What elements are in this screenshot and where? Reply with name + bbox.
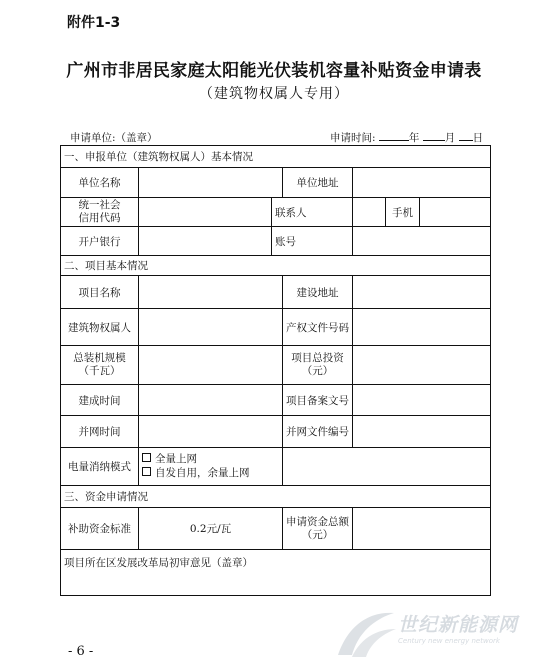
capacity-label: 总装机规模 （千瓦） (61, 346, 139, 385)
build-address-label: 建设地址 (283, 276, 353, 308)
subsidy-std-label: 补助资金标准 (61, 508, 139, 550)
option-full-grid[interactable] (142, 452, 279, 466)
build-time-field[interactable] (139, 385, 283, 416)
investment-label: 项目总投资 （元） (283, 346, 353, 385)
grid-doc-field[interactable] (353, 416, 491, 447)
option-full-grid-label: 全量上网 (155, 453, 197, 466)
row-building-owner (61, 308, 491, 346)
section-row-3 (61, 486, 491, 508)
row-credit-code (61, 198, 491, 227)
row-build-time (61, 385, 491, 416)
consumption-mode-label: 电量消纳模式 (61, 447, 139, 486)
contact-label: 联系人 (272, 198, 353, 227)
checkbox-icon[interactable] (142, 467, 151, 476)
unit-name-field[interactable] (139, 167, 283, 197)
page-number: - 6 - (68, 644, 94, 659)
watermark-text: 世纪新能源网 (398, 614, 519, 636)
year-label: 年 (408, 132, 420, 144)
row-unit-name (61, 167, 491, 197)
row-subsidy (61, 508, 491, 550)
credit-code-label: 统一社会 信用代码 (61, 198, 139, 227)
property-doc-label: 产权文件号码 (283, 308, 353, 346)
row-capacity (61, 346, 491, 385)
unit-address-label: 单位地址 (283, 167, 353, 197)
review-opinion-label: 项目所在区发展改革局初审意见（盖章） (64, 556, 253, 569)
attachment-label: 附件1-3 (67, 15, 121, 31)
section-1-header: 一、申报单位（建筑物权属人）基本情况 (61, 146, 491, 168)
credit-code-field[interactable] (139, 198, 272, 227)
year-blank[interactable] (379, 130, 409, 141)
section-3-header: 三、资金申请情况 (61, 486, 491, 508)
subsidy-std-value: 0.2元/瓦 (139, 508, 283, 550)
application-form-table (60, 145, 491, 596)
building-owner-field[interactable] (139, 308, 283, 346)
section-row-1 (61, 146, 491, 168)
account-field[interactable] (353, 227, 491, 255)
review-opinion-cell[interactable] (61, 549, 491, 595)
application-date (330, 130, 483, 145)
watermark-swirl-icon (330, 605, 400, 660)
bank-label: 开户银行 (61, 227, 139, 255)
checkbox-icon[interactable] (142, 453, 151, 462)
capacity-field[interactable] (139, 346, 283, 385)
option-self-use-label: 自发自用，余量上网 (155, 467, 250, 480)
section-row-2 (61, 255, 491, 276)
grid-time-label: 并网时间 (61, 416, 139, 447)
row-project-name (61, 276, 491, 308)
building-owner-label: 建筑物权属人 (61, 308, 139, 346)
total-amount-label: 申请资金总额 （元） (283, 508, 353, 550)
phone-field[interactable] (420, 198, 491, 227)
form-title: 广州市非居民家庭太阳能光伏装机容量补贴资金申请表 (66, 61, 482, 81)
bank-field[interactable] (139, 227, 272, 255)
applicant-label: 申请单位:（盖章） (70, 132, 158, 144)
date-label: 申请时间: (330, 132, 376, 144)
unit-name-label: 单位名称 (61, 167, 139, 197)
unit-address-field[interactable] (353, 167, 491, 197)
property-doc-field[interactable] (353, 308, 491, 346)
grid-doc-label: 并网文件编号 (283, 416, 353, 447)
investment-field[interactable] (353, 346, 491, 385)
build-address-field[interactable] (353, 276, 491, 308)
consumption-mode-blank (283, 447, 491, 486)
consumption-mode-options (139, 447, 283, 486)
option-self-use[interactable] (142, 466, 279, 480)
account-label: 账号 (272, 227, 353, 255)
project-name-field[interactable] (139, 276, 283, 308)
row-review-opinion (61, 549, 491, 595)
day-label: 日 (472, 132, 484, 144)
build-time-label: 建成时间 (61, 385, 139, 416)
record-no-field[interactable] (353, 385, 491, 416)
day-blank[interactable] (459, 130, 473, 141)
phone-label: 手机 (386, 198, 420, 227)
row-consumption-mode (61, 447, 491, 486)
record-no-label: 项目备案文号 (283, 385, 353, 416)
row-grid-time (61, 416, 491, 447)
watermark-subtext: Century new energy network (398, 637, 500, 645)
contact-field[interactable] (353, 198, 386, 227)
grid-time-field[interactable] (139, 416, 283, 447)
row-bank (61, 227, 491, 255)
month-label: 月 (444, 132, 456, 144)
form-subtitle: （建筑物权属人专用） (199, 86, 349, 102)
total-amount-field[interactable] (353, 508, 491, 550)
section-2-header: 二、项目基本情况 (61, 255, 491, 276)
project-name-label: 项目名称 (61, 276, 139, 308)
month-blank[interactable] (423, 130, 445, 141)
